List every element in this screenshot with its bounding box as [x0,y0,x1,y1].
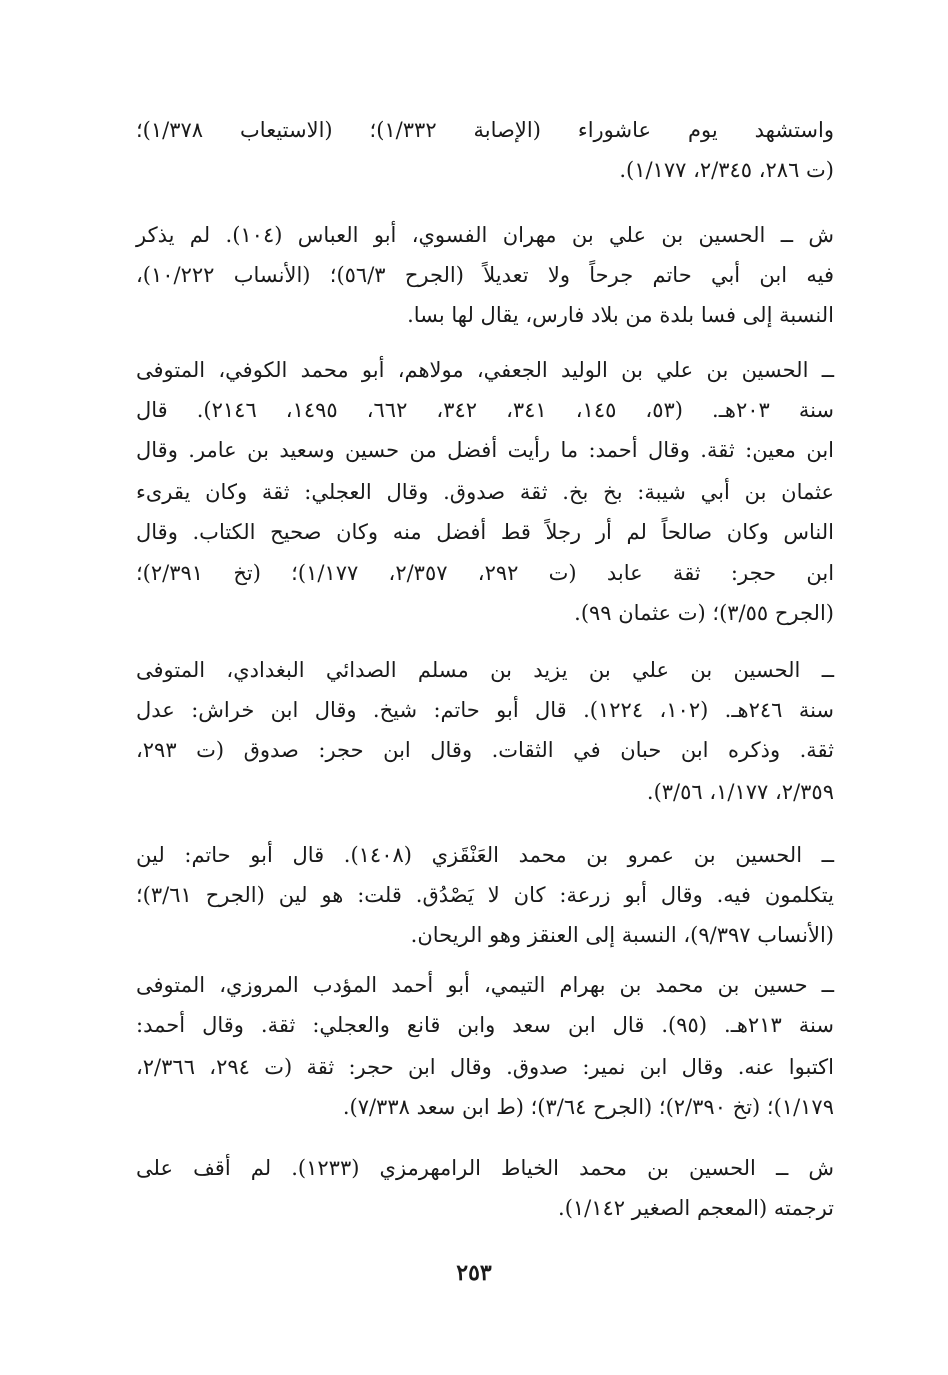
text-line: سنة ٢٠٣هـ. (٥٣، ١٤٥، ٣٤١، ٣٤٢، ٦٦٢، ١٤٩٥، ٢١٤٦). قال [136,398,835,422]
entry-paragraph [136,965,834,1135]
text-line: سنة ٢١٣هـ. (٩٥). قال ابن سعد وابن قانع والعجلي: ثقة. وقال أحمد: [136,1013,834,1037]
text-line: (الأنساب ٩/٣٩٧)، النسبة إلى العنقز وهو الريحان. [410,923,834,947]
text-line: (الجرح ٣/٥٥)؛ (ت عثمان ٩٩). [574,601,834,625]
text-line: ٢/٣٥٩، ١/١٧٧، ٣/٥٦). [646,780,834,804]
text-line: سنة ٢٤٦هـ. (١٠٢، ١٢٢٤). قال أبو حاتم: شيخ. وقال ابن خراش: عدل [136,698,835,722]
entry-paragraph [136,215,834,345]
text-line: ــ الحسين بن علي بن يزيد بن مسلم الصدائي البغدادي، المتوفى [136,658,834,682]
text-line: ش ــ الحسين بن محمد الخياط الرامهرمزي (١٢٣٣). لم أقف على [136,1156,835,1180]
entry-paragraph [136,650,834,820]
entry-paragraph [136,1148,834,1238]
entry-paragraph [136,110,834,200]
text-line: النسبة إلى فسا بلدة من بلاد فارس، يقال لها بسا. [407,303,834,327]
text-line: ترجمته (المعجم الصغير ١/١٤٢). [558,1196,834,1220]
text-line: ١/١٧٩)؛ (تخ ٢/٣٩٠)؛ (الجرح ٣/٦٤)؛ (ط ابن سعد ٧/٣٣٨). [342,1095,834,1119]
entry-paragraph [136,835,834,965]
page-number: ٢٥٣ [456,1260,492,1286]
text-line: فيه ابن أبي حاتم جرحاً ولا تعديلاً (الجرح ٥٦/٣)؛ (الأنساب ١٠/٢٢٢)، [136,263,834,287]
text-line: ش ــ الحسين بن علي بن مهران الفسوي، أبو العباس (١٠٤). لم يذكر [136,223,834,247]
text-line: ــ الحسين بن عمرو بن محمد العَنْقَزي (١٤٠٨). قال أبو حاتم: لين [136,843,834,867]
entry-paragraph [136,350,834,640]
text-line: الناس وكان صالحاً لم أر رجلاً قط أفضل منه وكان صحيح الكتاب. وقال [136,520,834,544]
text-line: ابن معين: ثقة. وقال أحمد: ما رأيت أفضل من حسين وسعيد بن عامر. وقال [136,438,834,462]
text-line: ــ حسين بن محمد بن بهرام التيمي، أبو أحمد المؤدب المروزي، المتوفى [136,973,834,997]
text-line: اكتبوا عنه. وقال ابن نمير: صدوق. وقال ابن حجر: ثقة (ت ٢٩٤، ٢/٣٦٦، [136,1055,834,1079]
text-line: ــ الحسين بن علي بن الوليد الجعفي، مولاهم، أبو محمد الكوفي، المتوفى [136,358,834,382]
text-line: يتكلمون فيه. وقال أبو زرعة: كان لا يَصْدُق. قلت: هو لين (الجرح ٣/٦١)؛ [136,883,834,907]
text-line: ابن حجر: ثقة عابد (ت ٢٩٢، ٢/٣٥٧، ١/١٧٧)؛ (تخ ٢/٣٩١)؛ [136,561,835,585]
text-line: واستشهد يوم عاشوراء (الإصابة ١/٣٣٢)؛ (الاستيعاب ١/٣٧٨)؛ [136,118,834,142]
text-line: عثمان بن أبي شيبة: بخ بخ. ثقة صدوق. وقال العجلي: ثقة وكان يقرىء [136,480,834,504]
text-line: (ت ٢٨٦، ٢/٣٤٥، ١/١٧٧). [619,158,834,182]
text-line: ثقة. وذكره ابن حبان في الثقات. وقال ابن حجر: صدوق (ت ٢٩٣، [136,738,834,762]
